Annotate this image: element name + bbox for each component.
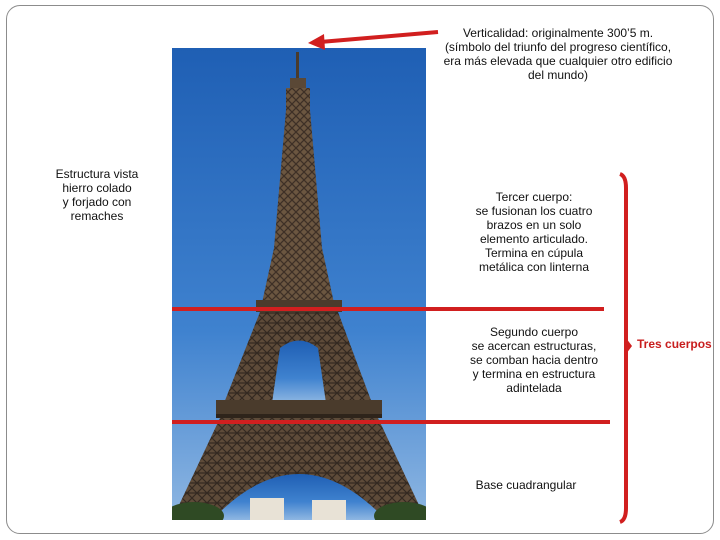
verticality-arrow-head xyxy=(308,34,325,50)
base-annotation: Base cuadrangular xyxy=(475,478,577,492)
verticality-arrow xyxy=(320,32,438,42)
third-body-annotation: Tercer cuerpo: se fusionan los cuatro brazos en un solo elemento articulado. Termina en cúpula metálica con linterna xyxy=(475,190,593,274)
structure-annotation: Estructura vista hierro colado y forjado con remaches xyxy=(55,167,139,223)
second-body-annotation: Segundo cuerpo se acercan estructuras, se comban hacia dentro y termina en estructura adintelada xyxy=(469,325,599,395)
bracket-tip xyxy=(626,338,632,354)
bracket xyxy=(620,174,626,522)
verticality-annotation: Verticalidad: originalmente 300’5 m. (símbolo del triunfo del progreso científico, era más elevada que cualquier otro edificio del mundo) xyxy=(443,26,673,82)
three-bodies-label: Tres cuerpos xyxy=(637,337,712,351)
